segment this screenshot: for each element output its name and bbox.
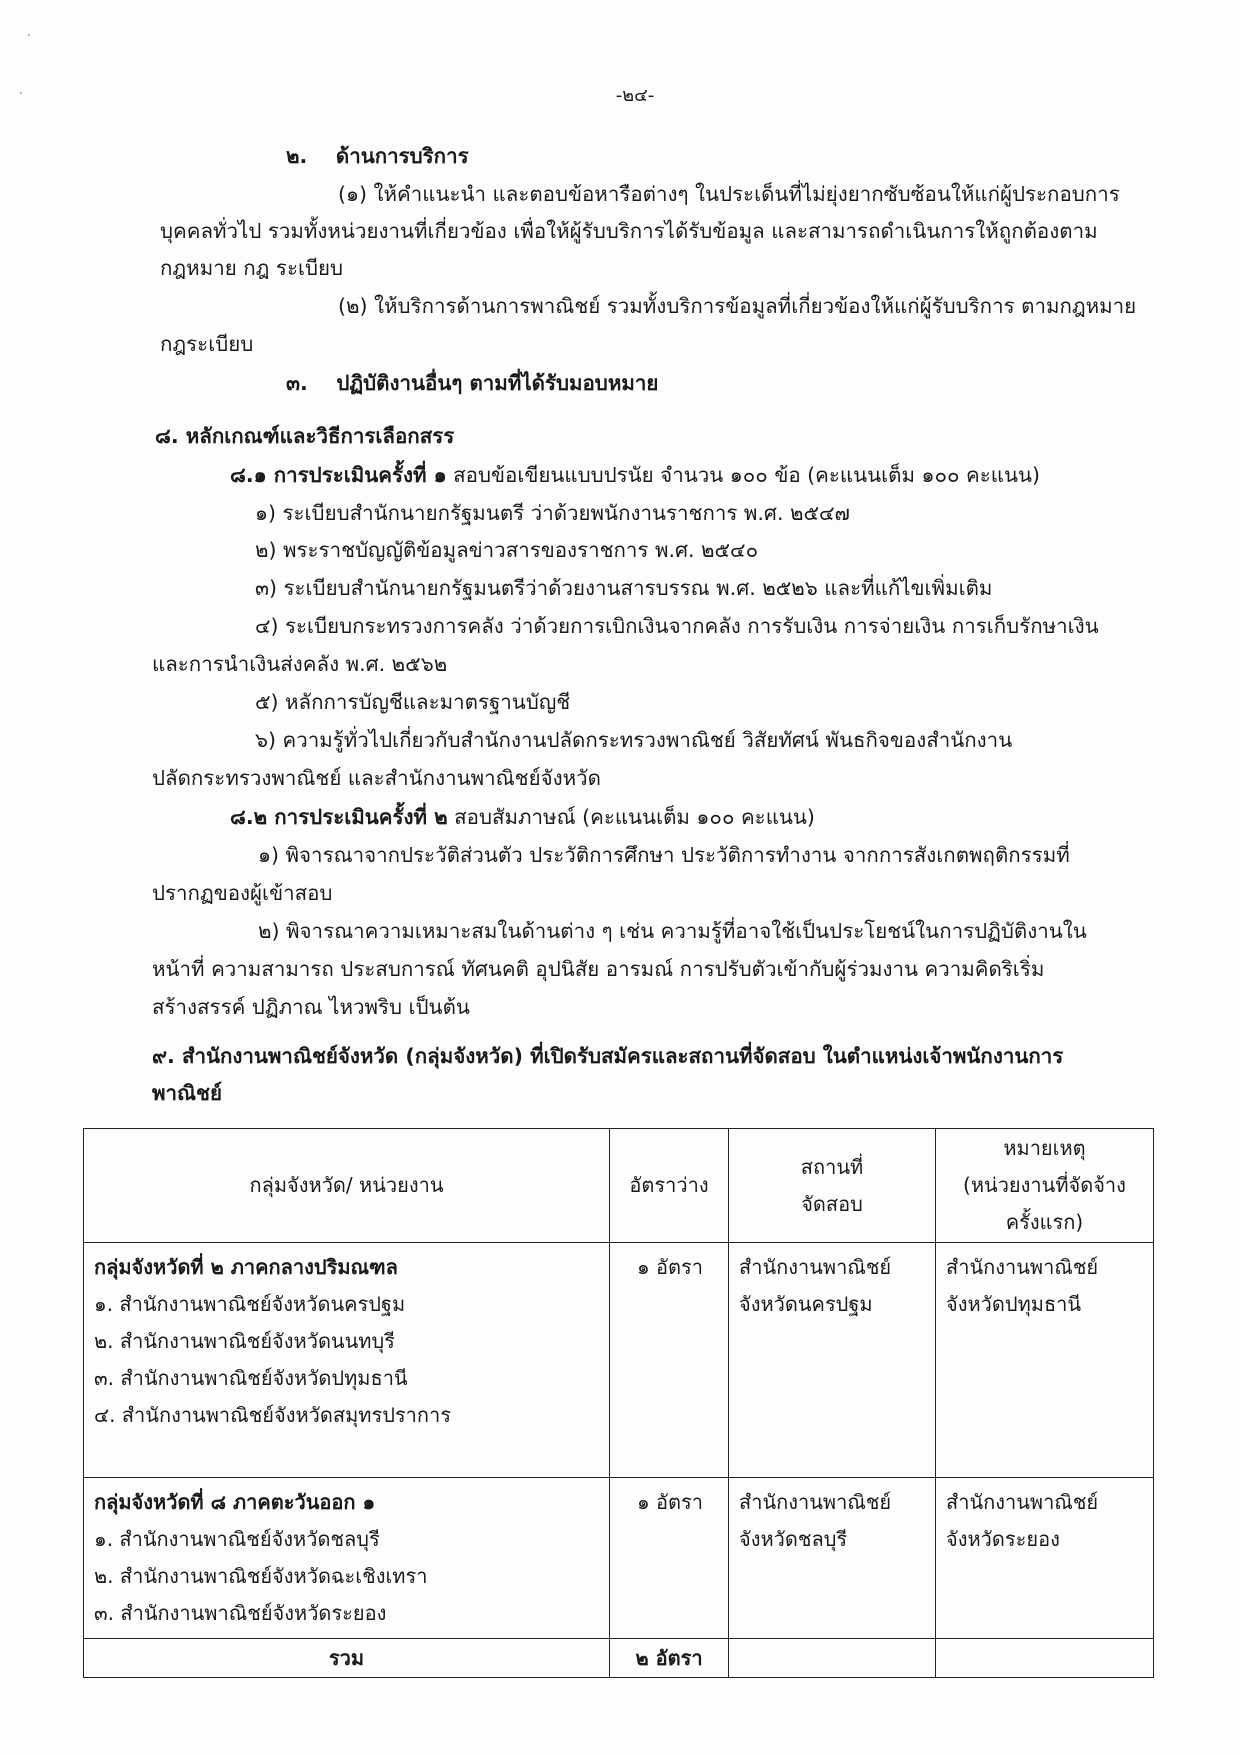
unit-item: ๑. สำนักงานพาณิชย์จังหวัดชลบุรี <box>94 1527 380 1551</box>
section-8-1-item-continued: ปลัดกระทรวงพาณิชย์ และสำนักงานพาณิชย์จังหวัด <box>152 766 601 790</box>
total-label: รวม <box>84 1639 610 1678</box>
section-9-heading-line-1: ๙. สำนักงานพาณิชย์จังหวัด (กลุ่มจังหวัด) ที่เปิดรับสมัครและสถานที่จัดสอบ ในตำแหน่งเจ้าพนักงานการ <box>152 1044 1064 1068</box>
unit-item: ๒. สำนักงานพาณิชย์จังหวัดนนทบุรี <box>94 1329 395 1353</box>
vacancy-table <box>83 1128 1154 1678</box>
section-2-number: ๒. <box>286 144 308 168</box>
venue-cell <box>729 1478 936 1639</box>
section-9-heading-line-2: พาณิชย์ <box>152 1081 222 1105</box>
unit-item: ๔. สำนักงานพาณิชย์จังหวัดสมุทรปราการ <box>94 1403 451 1427</box>
page-number: -๒๔- <box>615 85 655 106</box>
unit-item: ๓. สำนักงานพาณิชย์จังหวัดระยอง <box>94 1601 387 1625</box>
section-3-heading <box>286 370 658 396</box>
header-remark-line-2: (หน่วยงานที่จัดจ้าง <box>963 1173 1126 1197</box>
header-venue-line-2: จัดสอบ <box>801 1191 863 1216</box>
group-title: กลุ่มจังหวัดที่ ๘ ภาคตะวันออก ๑ <box>94 1490 376 1514</box>
section-8-2-item: ๑) พิจารณาจากประวัติส่วนตัว ประวัติการศึกษา ประวัติการทำงาน จากการสังเกตพฤติกรรมที่ <box>258 843 1070 867</box>
remark-cell <box>936 1243 1154 1478</box>
header-remark-line-1: หมายเหตุ <box>1003 1136 1086 1160</box>
vacancy-cell <box>610 1478 729 1639</box>
section-8-2-item-continued: ปรากฏของผู้เข้าสอบ <box>152 881 333 905</box>
venue-line-2: จังหวัดชลบุรี <box>739 1527 848 1551</box>
section-8-1-item-continued: และการนำเงินส่งคลัง พ.ศ. ๒๕๖๒ <box>152 652 448 676</box>
section-8-2-heading <box>230 804 815 830</box>
remark-line-1: สำนักงานพาณิชย์ <box>946 1255 1099 1279</box>
section-8-1-item: ๖) ความรู้ทั่วไปเกี่ยวกับสำนักงานปลัดกระทรวงพาณิชย์ วิสัยทัศน์ พันธกิจของสำนักงาน <box>255 728 1013 752</box>
venue-line-1: สำนักงานพาณิชย์ <box>739 1490 892 1514</box>
section-2-item-2-line-1: (๒) ให้บริการด้านการพาณิชย์ รวมทั้งบริการข้อมูลที่เกี่ยวข้องให้แก่ผู้รับบริการ ตามกฎหมาย <box>338 294 1137 318</box>
section-2-item-1-line-2: บุคคลทั่วไป รวมทั้งหน่วยงานที่เกี่ยวข้อง เพื่อให้ผู้รับบริการได้รับข้อมูล และสามารถดำเนินการให้ถูกต้องตาม <box>160 219 1098 243</box>
vacancy-value: ๑ อัตรา <box>636 1255 704 1279</box>
total-remark-empty <box>936 1639 1154 1678</box>
section-2-item-1-line-1: (๑) ให้คำแนะนำ และตอบข้อหารือต่างๆ ในประเด็นที่ไม่ยุ่งยากซับซ้อนให้แก่ผู้ประกอบการ <box>338 182 1120 206</box>
remark-line-2: จังหวัดระยอง <box>946 1527 1060 1551</box>
remark-line-1: สำนักงานพาณิชย์ <box>946 1490 1099 1514</box>
section-8-1-item: ๓) ระเบียบสำนักนายกรัฐมนตรีว่าด้วยงานสารบรรณ พ.ศ. ๒๕๒๖ และที่แก้ไขเพิ่มเติม <box>255 576 993 600</box>
header-venue <box>729 1129 936 1243</box>
section-8-2-item-continued: สร้างสรรค์ ปฏิภาณ ไหวพริบ เป็นต้น <box>152 995 470 1019</box>
header-venue-line-1: สถานที่ <box>800 1154 864 1179</box>
table-header-row <box>84 1129 1154 1243</box>
section-8-1-item: ๕) หลักการบัญชีและมาตรฐานบัญชี <box>255 690 571 714</box>
section-8-2-desc: สอบสัมภาษณ์ (คะแนนเต็ม ๑๐๐ คะแนน) <box>447 805 815 829</box>
section-2-title: ด้านการบริการ <box>335 144 469 168</box>
remark-line-2: จังหวัดปทุมธานี <box>946 1292 1082 1316</box>
vacancy-value: ๑ อัตรา <box>636 1490 704 1514</box>
section-3-number: ๓. <box>286 371 308 395</box>
header-vacancy: อัตราว่าง <box>610 1129 729 1243</box>
section-8-1-item: ๒) พระราชบัญญัติข้อมูลข่าวสารของราชการ พ.ศ. ๒๕๔๐ <box>255 538 759 562</box>
header-remark <box>936 1129 1154 1243</box>
section-8-1-item: ๑) ระเบียบสำนักนายกรัฐมนตรี ว่าด้วยพนักงานราชการ พ.ศ. ๒๕๔๗ <box>255 501 850 525</box>
section-2-item-2-line-2: กฎระเบียบ <box>160 332 254 356</box>
header-remark-line-3: ครั้งแรก) <box>1005 1210 1084 1234</box>
section-8-heading: ๘. หลักเกณฑ์และวิธีการเลือกสรร <box>155 424 455 448</box>
section-3-title: ปฏิบัติงานอื่นๆ ตามที่ได้รับมอบหมาย <box>336 371 659 395</box>
section-8-2-label: ๘.๒ การประเมินครั้งที่ ๒ <box>230 805 448 829</box>
unit-item: ๑. สำนักงานพาณิชย์จังหวัดนครปฐม <box>94 1292 406 1316</box>
table-row <box>84 1243 1154 1478</box>
total-row <box>84 1639 1154 1678</box>
table-row <box>84 1478 1154 1639</box>
group-cell <box>84 1243 610 1478</box>
section-8-2-item-continued: หน้าที่ ความสามารถ ประสบการณ์ ทัศนคติ อุปนิสัย อารมณ์ การปรับตัวเข้ากับผู้ร่วมงาน ความคิดริเริ่ม <box>152 957 1045 981</box>
venue-line-2: จังหวัดนครปฐม <box>739 1292 873 1316</box>
total-vacancy: ๒ อัตรา <box>610 1639 729 1678</box>
section-8-1-item: ๔) ระเบียบกระทรวงการคลัง ว่าด้วยการเบิกเงินจากคลัง การรับเงิน การจ่ายเงิน การเก็บรักษาเงิน <box>255 614 1099 638</box>
unit-item: ๓. สำนักงานพาณิชย์จังหวัดปทุมธานี <box>94 1366 408 1390</box>
header-group: กลุ่มจังหวัด/ หน่วยงาน <box>84 1129 610 1243</box>
vacancy-cell <box>610 1243 729 1478</box>
venue-cell <box>729 1243 936 1478</box>
group-cell <box>84 1478 610 1639</box>
venue-line-1: สำนักงานพาณิชย์ <box>739 1255 892 1279</box>
unit-item: ๒. สำนักงานพาณิชย์จังหวัดฉะเชิงเทรา <box>94 1564 428 1588</box>
section-2-heading <box>286 143 469 169</box>
scan-speck <box>28 34 30 36</box>
section-8-2-item: ๒) พิจารณาความเหมาะสมในด้านต่าง ๆ เช่น ความรู้ที่อาจใช้เป็นประโยชน์ในการปฏิบัติงานใน <box>258 919 1087 943</box>
total-venue-empty <box>729 1639 936 1678</box>
group-title: กลุ่มจังหวัดที่ ๒ ภาคกลางปริมณฑล <box>94 1255 398 1279</box>
section-2-item-1-line-3: กฎหมาย กฎ ระเบียบ <box>160 256 343 280</box>
section-8-1-heading <box>230 462 1040 488</box>
section-8-1-label: ๘.๑ การประเมินครั้งที่ ๑ <box>230 463 447 487</box>
remark-cell <box>936 1478 1154 1639</box>
section-8-1-desc: สอบข้อเขียนแบบปรนัย จำนวน ๑๐๐ ข้อ (คะแนนเต็ม ๑๐๐ คะแนน) <box>446 463 1040 487</box>
